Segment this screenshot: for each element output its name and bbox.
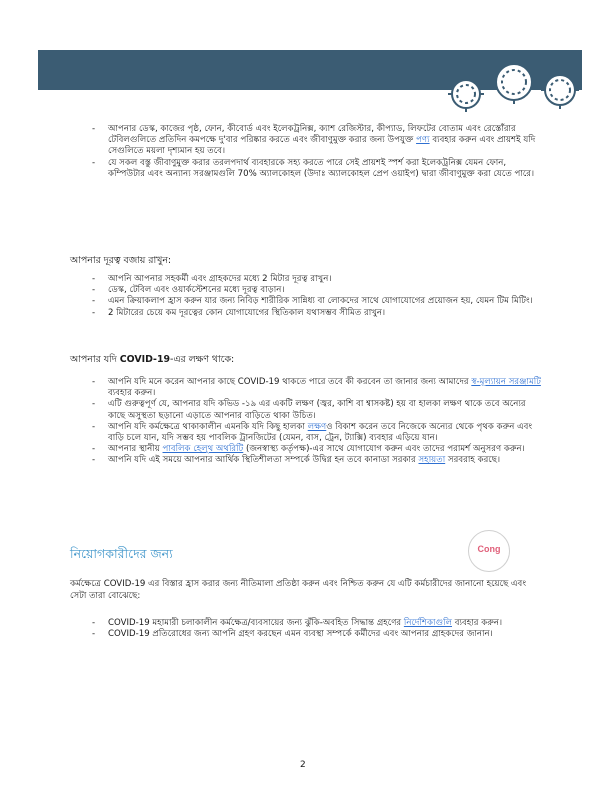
cleaning-list [92, 124, 544, 180]
public-health-authority-link[interactable]: পাবলিক হেল্থ অথরিটি [162, 444, 244, 455]
coronavirus-illustration-icon [436, 52, 586, 122]
employers-intro: কর্মক্ষেত্রে COVID-19 এর বিস্তার হ্রাস করার জন্য নীতিমালা প্রতিষ্ঠা করুন এবং নিশ্চিত করুন যে এটি কর্মচারীদের জানানো হয়েছে এবং সেটা তারা বোঝেছে: [70, 579, 527, 601]
list-item: - আপনি যদি কর্মক্ষেত্রে থাকাকালীন এমনকি যদি কিছু হালকা লক্ষণও বিকাশ করেন তবে নিজেকে অন্যের থেকে পৃথক করুন এবং বাড়ি চলে যান, যদি সম্ভব হয় পাবলিক ট্রানজিটের (যেমন, বাস, ট্রেন, ট্যাক্সি) ব্যবহার এড়িয়ে যান। [92, 422, 544, 444]
list-item: - আপনার স্থানীয় পাবলিক হেল্থ অথরিটি (জনস্বাস্থ্য কর্তৃপক্ষ)-এর সাথে যোগাযোগ করুন এবং তাদের পরামর্শ অনুসরণ করুন। [92, 444, 544, 455]
list-item: - এটি গুরুত্বপূর্ণ যে, আপনার যদি কভিড -১৯ এর একটি লক্ষণ (জ্বর, কাশি বা শ্বাসকষ্ট) হয় বা হালকা লক্ষণ থাকে তবে অন্যের কাছে অসুস্থতা ছড়ানো এড়াতে আপনার বাড়িতে থাকা উচিত। [92, 399, 544, 421]
list-item: - 2 মিটারের চেয়ে কম দূরত্বের কোন যোগাযোগের স্থিতিকাল যথাসম্ভব সীমিত রাখুন। [92, 308, 544, 319]
list-item: - আপনি যদি এই সময়ে আপনার আর্থিক স্থিতিশীলতা সম্পর্কে উদ্বিগ্ন হন তবে কানাডা সরকার সহায়তা সরবরাহ করছে। [92, 455, 544, 466]
logo-text: Cong [477, 544, 501, 554]
symptoms-heading: আপনার যদি COVID-19-এর লক্ষণ থাকে: [70, 354, 235, 365]
page-number: 2 [300, 760, 306, 770]
support-link[interactable]: সহায়তা [418, 455, 446, 466]
employers-heading: নিয়োগকারীদের জন্য [70, 546, 173, 561]
list-item: - COVID-19 মহামারী চলাকালীন কর্মক্ষেত্র/ব্যবসায়ের জন্য ঝুঁকি-অবহিত সিদ্ধান্ত গ্রহণের নির্দেশিকাগুলি ব্যবহার করুন। [92, 618, 544, 629]
guidelines-link[interactable]: নির্দেশিকাগুলি [403, 618, 452, 628]
list-item: - আপনি যদি মনে করেন আপনার কাছে COVID-19 থাকতে পারে তবে কী করবেন তা জানার জন্য আমাদের স্ব-মূল্যায়ন সরঞ্জামটি ব্যবহার করুন। [92, 377, 544, 399]
self-assessment-tool-link[interactable]: স্ব-মূল্যায়ন সরঞ্জামটি [471, 377, 541, 387]
distance-heading: আপনার দূরত্ব বজায় রাখুন: [70, 255, 172, 266]
list-item: - COVID-19 প্রতিরোধের জন্য আপনি গ্রহণ করছেন এমন ব্যবস্থা সম্পর্কে কর্মীদের এবং আপনার গ্রাহকদের জানান। [92, 629, 544, 640]
symptoms-list [92, 377, 544, 467]
list-item: - আপনি আপনার সহকর্মী এবং গ্রাহকদের মধ্যে 2 মিটার দূরত্ব রাখুন। [92, 274, 544, 285]
employers-list [92, 618, 544, 640]
list-item: - যে সকল বস্তু জীবাণুমুক্ত করার তরলপদার্থ ব্যবহারকে সহ্য করতে পারে সেই প্রায়শই স্পর্শ করা ইলেকট্রনিক্স যেমন ফোন, কম্পিউটার এবং অন্যান্য সরঞ্জামগুলি 70% অ্যালকোহল (উদাঃ অ্যালকোহল প্রেপ ওয়াইপ) দ্বারা জীবাণুমুক্ত করা যেতে পারে। [92, 158, 544, 180]
products-link[interactable]: পণ্য [416, 135, 430, 146]
list-item: - এমন ক্রিয়াকলাপ হ্রাস করুন যার জন্য নিবিড় শারীরিক সান্নিধ্য বা লোকদের সাথে যোগাযোগের প্রয়োজন হয়, যেমন টিম মিটিং। [92, 296, 544, 307]
distance-list [92, 274, 544, 319]
logo [468, 530, 510, 572]
list-item: - আপনার ডেস্ক, কাজের পৃষ্ঠ, ফোন, কীবোর্ড এবং ইলেকট্রনিক্স, ক্যাশ রেজিস্টার, কীপ্যাড, লিফটের বোতাম এবং রেস্তোঁরার টেবিলগুলিতে প্রতিদিন কমপক্ষে দু'বার পরিষ্কার করতে এবং জীবাণুমুক্ত করার জন্য উপযুক্ত পণ্য ব্যবহার করুন এবং প্রায়শই যদি সেগুলিতে ময়লা দৃশ্যমান হয় তবে। [92, 124, 544, 158]
list-item: - ডেস্ক, টেবিল এবং ওয়ার্কস্টেশনের মধ্যে দূরত্ব বাড়ান। [92, 285, 544, 296]
symptoms-link[interactable]: লক্ষণ [307, 421, 327, 432]
